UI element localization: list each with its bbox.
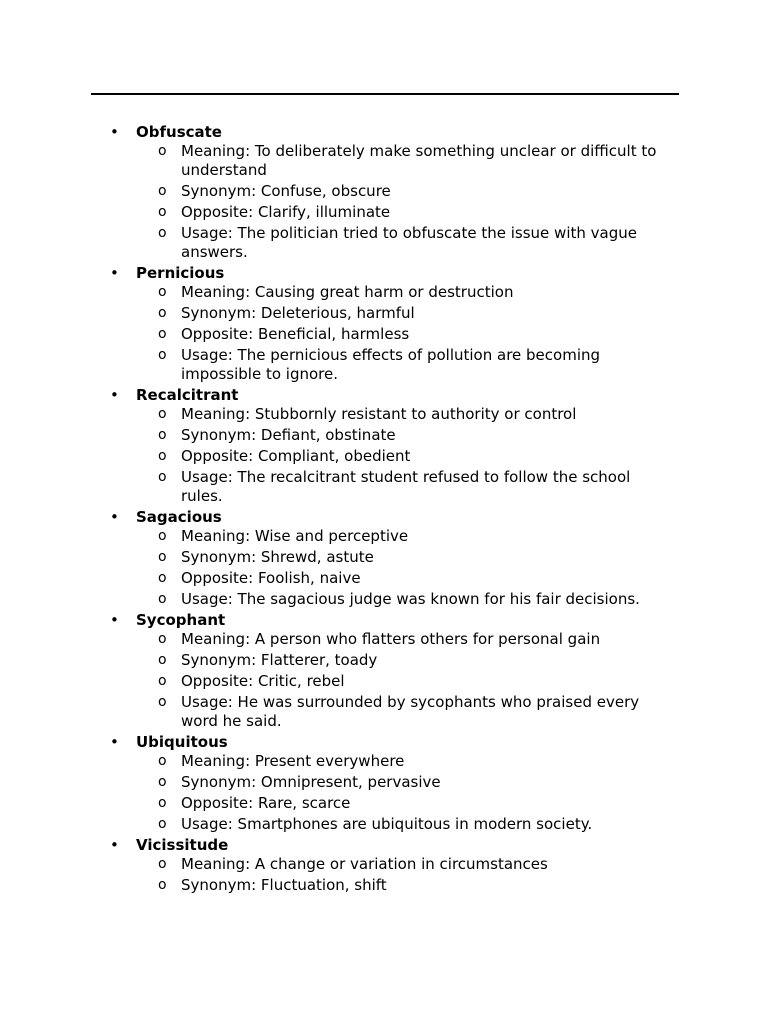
- detail-item: [0, 304, 768, 323]
- sub-bullet-icon: o: [158, 427, 167, 443]
- detail-item: [0, 773, 768, 792]
- term-item: [0, 385, 768, 506]
- term-details: [0, 142, 768, 262]
- detail-item: [0, 693, 768, 731]
- detail-text: Meaning: To deliberately make something unclear or difficult to understand: [181, 142, 657, 179]
- detail-item: [0, 182, 768, 201]
- detail-item: [0, 630, 768, 649]
- detail-text: Synonym: Defiant, obstinate: [181, 426, 396, 444]
- detail-item: [0, 651, 768, 670]
- term-item: [0, 263, 768, 384]
- sub-bullet-icon: o: [158, 448, 167, 464]
- detail-item: [0, 426, 768, 445]
- term-title: Sagacious: [136, 508, 222, 526]
- sub-bullet-icon: o: [158, 305, 167, 321]
- detail-item: [0, 203, 768, 222]
- detail-item: [0, 224, 768, 262]
- detail-item: [0, 548, 768, 567]
- detail-text: Opposite: Critic, rebel: [181, 672, 345, 690]
- detail-text: Meaning: A person who flatters others for personal gain: [181, 630, 601, 648]
- detail-text: Synonym: Fluctuation, shift: [181, 876, 387, 894]
- term-title: Recalcitrant: [136, 386, 239, 404]
- detail-text: Synonym: Shrewd, astute: [181, 548, 374, 566]
- detail-text: Usage: He was surrounded by sycophants who praised every word he said.: [181, 693, 640, 730]
- sub-bullet-icon: o: [158, 570, 167, 586]
- term-item: [0, 507, 768, 609]
- bullet-icon: •: [110, 836, 119, 854]
- detail-text: Meaning: Stubbornly resistant to authority or control: [181, 405, 577, 423]
- detail-text: Meaning: Wise and perceptive: [181, 527, 409, 545]
- detail-item: [0, 855, 768, 874]
- detail-item: [0, 405, 768, 424]
- term-details: [0, 855, 768, 895]
- detail-text: Meaning: A change or variation in circumstances: [181, 855, 548, 873]
- term-details: [0, 527, 768, 609]
- sub-bullet-icon: o: [158, 143, 167, 159]
- bullet-icon: •: [110, 264, 119, 282]
- term-title: Vicissitude: [136, 836, 229, 854]
- term-item: [0, 610, 768, 731]
- sub-bullet-icon: o: [158, 549, 167, 565]
- term-details: [0, 630, 768, 731]
- term-details: [0, 283, 768, 384]
- sub-bullet-icon: o: [158, 753, 167, 769]
- sub-bullet-icon: o: [158, 652, 167, 668]
- term-item: [0, 122, 768, 262]
- detail-text: Meaning: Present everywhere: [181, 752, 405, 770]
- sub-bullet-icon: o: [158, 774, 167, 790]
- detail-item: [0, 527, 768, 546]
- detail-text: Usage: The sagacious judge was known for his fair decisions.: [181, 590, 640, 608]
- detail-item: [0, 590, 768, 609]
- term-details: [0, 405, 768, 506]
- bullet-icon: •: [110, 508, 119, 526]
- detail-item: [0, 468, 768, 506]
- detail-item: [0, 325, 768, 344]
- bullet-icon: •: [110, 123, 119, 141]
- sub-bullet-icon: o: [158, 225, 167, 241]
- detail-item: [0, 672, 768, 691]
- detail-item: [0, 794, 768, 813]
- detail-text: Synonym: Confuse, obscure: [181, 182, 391, 200]
- bullet-icon: •: [110, 733, 119, 751]
- sub-bullet-icon: o: [158, 816, 167, 832]
- detail-item: [0, 815, 768, 834]
- sub-bullet-icon: o: [158, 877, 167, 893]
- detail-text: Synonym: Flatterer, toady: [181, 651, 378, 669]
- detail-item: [0, 876, 768, 895]
- detail-text: Opposite: Rare, scarce: [181, 794, 351, 812]
- header-rule: [91, 93, 679, 95]
- sub-bullet-icon: o: [158, 631, 167, 647]
- vocabulary-list: [0, 122, 768, 896]
- sub-bullet-icon: o: [158, 406, 167, 422]
- detail-text: Usage: The recalcitrant student refused to follow the school rules.: [181, 468, 631, 505]
- detail-item: [0, 447, 768, 466]
- detail-item: [0, 346, 768, 384]
- term-item: [0, 732, 768, 834]
- sub-bullet-icon: o: [158, 856, 167, 872]
- detail-item: [0, 752, 768, 771]
- term-title: Ubiquitous: [136, 733, 228, 751]
- sub-bullet-icon: o: [158, 347, 167, 363]
- term-title: Sycophant: [136, 611, 226, 629]
- sub-bullet-icon: o: [158, 204, 167, 220]
- detail-text: Synonym: Omnipresent, pervasive: [181, 773, 441, 791]
- detail-text: Usage: The pernicious effects of pollution are becoming impossible to ignore.: [181, 346, 601, 383]
- detail-text: Opposite: Foolish, naive: [181, 569, 361, 587]
- detail-text: Opposite: Compliant, obedient: [181, 447, 411, 465]
- term-details: [0, 752, 768, 834]
- detail-text: Meaning: Causing great harm or destruction: [181, 283, 514, 301]
- sub-bullet-icon: o: [158, 795, 167, 811]
- sub-bullet-icon: o: [158, 284, 167, 300]
- sub-bullet-icon: o: [158, 673, 167, 689]
- detail-item: [0, 283, 768, 302]
- detail-item: [0, 142, 768, 180]
- bullet-icon: •: [110, 611, 119, 629]
- detail-text: Usage: Smartphones are ubiquitous in modern society.: [181, 815, 593, 833]
- sub-bullet-icon: o: [158, 694, 167, 710]
- sub-bullet-icon: o: [158, 528, 167, 544]
- bullet-icon: •: [110, 386, 119, 404]
- detail-text: Synonym: Deleterious, harmful: [181, 304, 415, 322]
- sub-bullet-icon: o: [158, 591, 167, 607]
- detail-text: Opposite: Beneficial, harmless: [181, 325, 410, 343]
- detail-text: Opposite: Clarify, illuminate: [181, 203, 391, 221]
- sub-bullet-icon: o: [158, 183, 167, 199]
- detail-text: Usage: The politician tried to obfuscate the issue with vague answers.: [181, 224, 637, 261]
- term-title: Obfuscate: [136, 123, 222, 141]
- term-item: [0, 835, 768, 895]
- detail-item: [0, 569, 768, 588]
- sub-bullet-icon: o: [158, 469, 167, 485]
- sub-bullet-icon: o: [158, 326, 167, 342]
- term-title: Pernicious: [136, 264, 225, 282]
